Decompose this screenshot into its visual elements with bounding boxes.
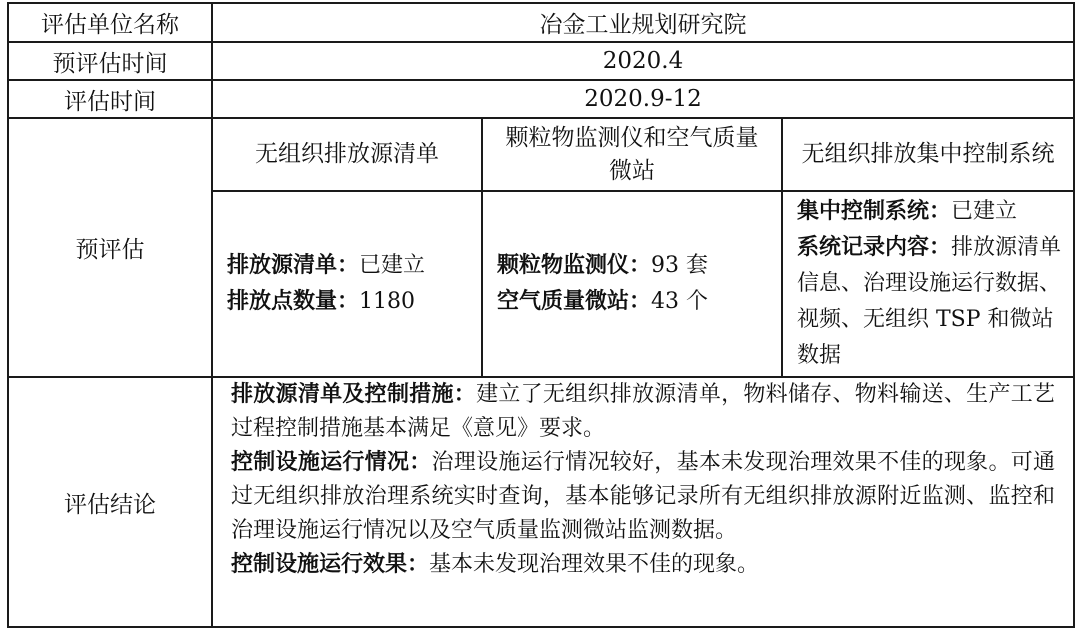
header-control-system: 无组织排放集中控制系统 (782, 118, 1074, 191)
conclusion-label: 评估结论 (8, 377, 212, 627)
row-unit (8, 3, 1074, 42)
eval-time-value: 2020.9-12 (212, 80, 1074, 118)
evaluation-table (7, 2, 1075, 628)
detail-line: 颗粒物监测仪：93 套 (497, 253, 709, 278)
conclusion-paragraph: 控制设施运行情况：治理设施运行情况较好，基本未发现治理效果不佳的现象。可通过无组织排放治理系统实时查询，基本能够记录所有无组织排放源附近监测、监控和治理设施运行情况以及空气质量监测微站监测数据。 (231, 450, 1056, 543)
source-list-detail (212, 191, 482, 377)
detail-line: 空气质量微站：43 个 (497, 289, 709, 314)
pre-eval-label: 预评估 (8, 118, 212, 377)
detail-line: 排放点数量：1180 (227, 289, 416, 314)
conclusion-paragraph: 排放源清单及控制措施：建立了无组织排放源清单，物料储存、物料输送、生产工艺过程控制措施基本满足《意见》要求。 (231, 382, 1055, 441)
detail-line: 系统记录内容：排放源清单信息、治理设施运行数据、视频、无组织 TSP 和微站数据 (797, 235, 1062, 368)
pre-time-label: 预评估时间 (8, 42, 212, 80)
detail-line: 排放源清单：已建立 (227, 253, 426, 278)
eval-time-label: 评估时间 (8, 80, 212, 118)
row-pre-time (8, 42, 1074, 80)
header-monitors: 颗粒物监测仪和空气质量微站 (482, 118, 782, 191)
unit-label: 评估单位名称 (8, 3, 212, 42)
row-pre-eval-headers (8, 118, 1074, 191)
unit-value: 冶金工业规划研究院 (212, 3, 1074, 42)
pre-time-value: 2020.4 (212, 42, 1074, 80)
control-system-detail (782, 191, 1074, 377)
row-conclusion (8, 377, 1074, 627)
monitors-detail (482, 191, 782, 377)
detail-line: 集中控制系统：已建立 (797, 199, 1018, 224)
row-eval-time (8, 80, 1074, 118)
header-source-list: 无组织排放源清单 (212, 118, 482, 191)
conclusion-text (212, 377, 1074, 627)
conclusion-paragraph: 控制设施运行效果：基本未发现治理效果不佳的现象。 (231, 552, 760, 577)
